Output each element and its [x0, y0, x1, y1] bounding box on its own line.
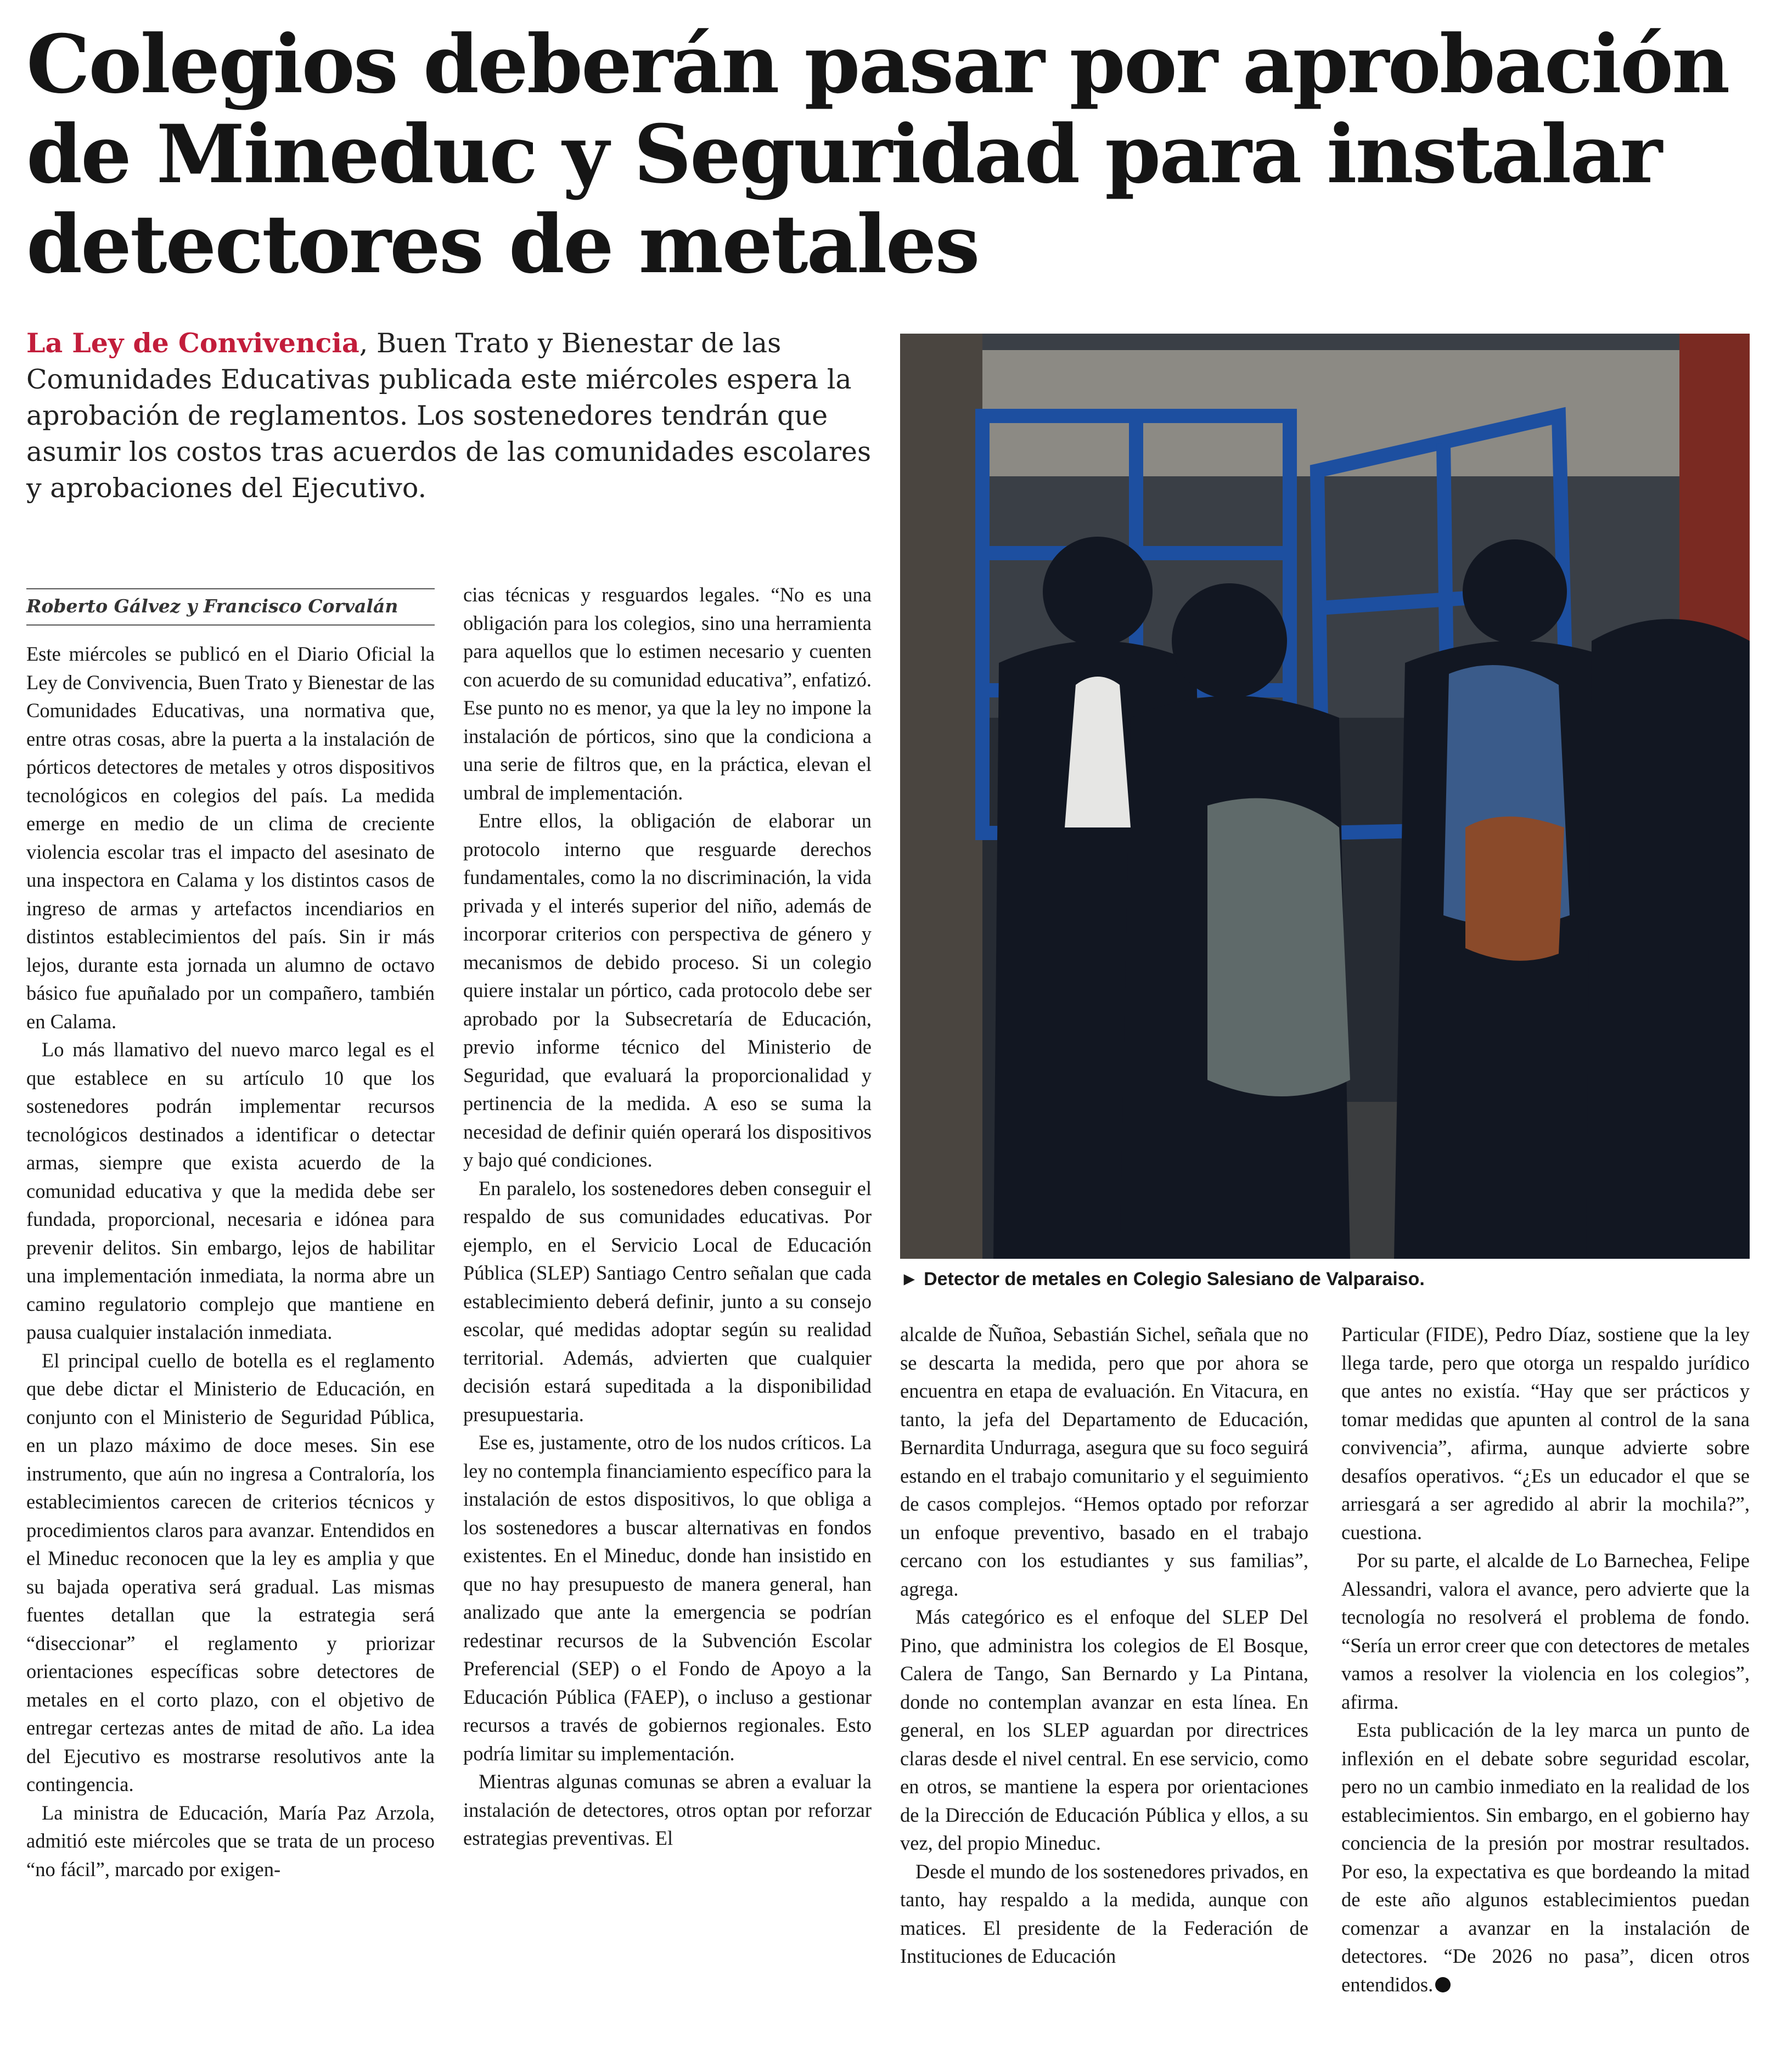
byline-rule-bottom: [26, 624, 435, 626]
end-mark-icon: [1435, 1977, 1451, 1992]
paragraph: Desde el mundo de los sostenedores privados, en tanto, hay respaldo a la medida, aunque con matices. El presidente de la Federación de Instituciones de Educación: [900, 1860, 1308, 1967]
paragraph: En paralelo, los sostenedores deben conseguir el respaldo de sus comunidades educativas. Por ejemplo, en el Servicio Local de Educación Pública (SLEP) Santiago Centro señalan que cada establecimiento deberá definir, junto a su consejo escolar, qué medidas adoptar según su realidad territorial. Además, advierten que cualquier decisión estará supeditada a la disponibilidad presupuestaria.: [463, 1176, 872, 1426]
paragraph: El principal cuello de botella es el reglamento que debe dictar el Ministerio de Educación, en conjunto con el Ministerio de Seguridad Pública, en un plazo máximo de doce meses. Sin ese instrumento, que aún no ingresa a Contraloría, los establecimientos carecen de criterios técnicos y procedimientos claros para avanzar. Entendidos en el Mineduc reconocen que la ley es amplia y que su bajada operativa será gradual. Las mismas fuentes detallan que la estrategia será “diseccionar” el reglamento y priorizar orientaciones específicas sobre detectores de metales en el corto plazo, con el objetivo de entregar certezas antes de mitad de año. La idea del Ejecutivo es mostrarse resolutivos ante la contingencia.: [26, 1349, 435, 1795]
article-deck: [26, 325, 883, 506]
deck-text: , Buen Trato y Bienestar de las Comunidades Educativas publicada este miércoles espera la aprobación de reglamentos. Los sostenedores tendrán que asumir los costos tras acuerdos de las comunidades escolares y aprobaciones del Ejecutivo.: [26, 328, 872, 504]
deck-lead: La Ley de Convivencia: [26, 327, 359, 359]
article-photo: [900, 334, 1750, 1259]
paragraph: Este miércoles se publicó en el Diario Oficial la Ley de Convivencia, Buen Trato y Bienestar de las Comunidades Educativas, una normativa que, entre otras cosas, abre la puerta a la instalación de pórticos detectores de metales y otros dispositivos tecnológicos en colegios del país. La medida emerge en medio de un clima de creciente violencia escolar tras el impacto del asesinato de una inspectora en Calama y los distintos casos de ingreso de armas y artefactos incendiarios en distintos establecimientos del país. Sin ir más lejos, durante esta jornada un alumno de octavo básico fue apuñalado por un compañero, también en Calama.: [26, 643, 435, 1033]
paragraph: Mientras algunas comunas se abren a evaluar la instalación de detectores, otros optan por reforzar estrategias preventivas. El: [463, 1770, 872, 1849]
article-headline: Colegios deberán pasar por aprobación de Mineduc y Seguridad para instalar detectores de metales: [26, 18, 1729, 291]
paragraph: cias técnicas y resguardos legales. “No es una obligación para los colegios, sino una herramienta para aquellos que lo estimen necesario y cuenten con acuerdo de su comunidad educativa”, enfatizó. Ese punto no es menor, ya que la ley no impone la instalación de pórticos, sino que la condiciona a una serie de filtros que, en la práctica, elevan el umbral de implementación.: [463, 583, 872, 804]
byline-rule-top: [26, 588, 435, 589]
paragraph: La ministra de Educación, María Paz Arzola, admitió este miércoles que se trata de un proceso “no fácil”, marcado por exigen-: [26, 1801, 435, 1880]
paragraph-text: Esta publicación de la ley marca un punto de inflexión en el debate sobre seguridad escolar, pero no un cambio inmediato en la realidad de los establecimientos. Sin embargo, en el gobierno hay conciencia de la presión por mostrar resultados. Por eso, la expectativa es que bordeando la mitad de este año algunos establecimientos puedan comenzar a avanzar en la instalación de detectores. “De 2026 no pasa”, dicen otros entendidos.: [1341, 1719, 1750, 1996]
photo-caption: ► Detector de metales en Colegio Salesiano de Valparaiso.: [900, 1269, 1425, 1290]
paragraph: Por su parte, el alcalde de Lo Barnechea, Felipe Alessandri, valora el avance, pero advierte que la tecnología no resolverá el problema de fondo. “Sería un error creer que con detectores de metales vamos a resolver la violencia en los colegios”, afirma.: [1341, 1549, 1750, 1713]
text-column-2: [463, 581, 872, 1853]
paragraph: Más categórico es el enfoque del SLEP Del Pino, que administra los colegios de El Bosque, Calera de Tango, San Bernardo y La Pintana, donde no contemplan avanzar en esta línea. En general, en los SLEP aguardan por directrices claras desde el nivel central. En ese servicio, como en otros, se mantiene la espera por orientaciones de la Dirección de Educación Pública y ellos, a su vez, del propio Mineduc.: [900, 1606, 1308, 1854]
paragraph: Entre ellos, la obligación de elaborar un protocolo interno que resguarde derechos fundamentales, como la no discriminación, la vida privada y el interés superior del niño, además de incorporar criterios con perspectiva de género y mecanismos de debido proceso. Si un colegio quiere instalar un pórtico, cada protocolo debe ser aprobado por la Subsecretaría de Educación, previo informe técnico del Ministerio de Seguridad, que evaluará la proporcionalidad y pertinencia de la medida. A eso se suma la necesidad de definir quién operará los dispositivos y bajo qué condiciones.: [463, 809, 872, 1171]
article-byline: Roberto Gálvez y Francisco Corvalán: [26, 595, 398, 617]
paragraph: [1341, 1716, 1750, 1998]
paragraph: alcalde de Ñuñoa, Sebastián Sichel, señala que no se descarta la medida, pero que por ahora se encuentra en etapa de evaluación. En Vitacura, en tanto, la jefa del Departamento de Educación, Bernardita Undurraga, asegura que su foco seguirá estando en el trabajo comunitario y el seguimiento de casos complejos. “Hemos optado por reforzar un enfoque preventivo, basado en el trabajo cercano con los estudiantes y sus familias”, agrega.: [900, 1323, 1308, 1600]
paragraph: Lo más llamativo del nuevo marco legal es el que establece en su artículo 10 que los sostenedores podrán implementar recursos tecnológicos destinados a identificar o detectar armas, siempre que exista acuerdo de la comunidad educativa y que la medida debe ser fundada, proporcional, necesaria e idónea para prevenir delitos. Sin embargo, lejos de habilitar una implementación inmediata, la norma abre un camino regulatorio complejo que mantiene en pausa cualquier instalación inmediata.: [26, 1038, 435, 1343]
text-column-3: [900, 1320, 1308, 1970]
paragraph: Ese es, justamente, otro de los nudos críticos. La ley no contempla financiamiento específico para la instalación de estos dispositivos, lo que obliga a los sostenedores a buscar alternativas en fondos existentes. En el Mineduc, donde han insistido en que no hay presupuesto de manera general, han analizado que ante la emergencia se podrían redestinar recursos de la Subvención Escolar Preferencial (SEP) o el Fondo de Apoyo a la Educación Pública (FAEP), o incluso a gestionar recursos a través de gobiernos regionales. Esto podría limitar su implementación.: [463, 1431, 872, 1765]
paragraph: Particular (FIDE), Pedro Díaz, sostiene que la ley llega tarde, pero que otorga un respaldo jurídico que antes no existía. “Hay que ser prácticos y tomar medidas que apunten al control de la sana convivencia”, afirma, aunque advierte sobre desafíos operativos. “¿Es un educador el que se arriesgará a ser agredido al abrir la mochila?”, cuestiona.: [1341, 1323, 1750, 1544]
text-column-1: [26, 640, 435, 1883]
text-column-4: [1341, 1320, 1750, 1998]
